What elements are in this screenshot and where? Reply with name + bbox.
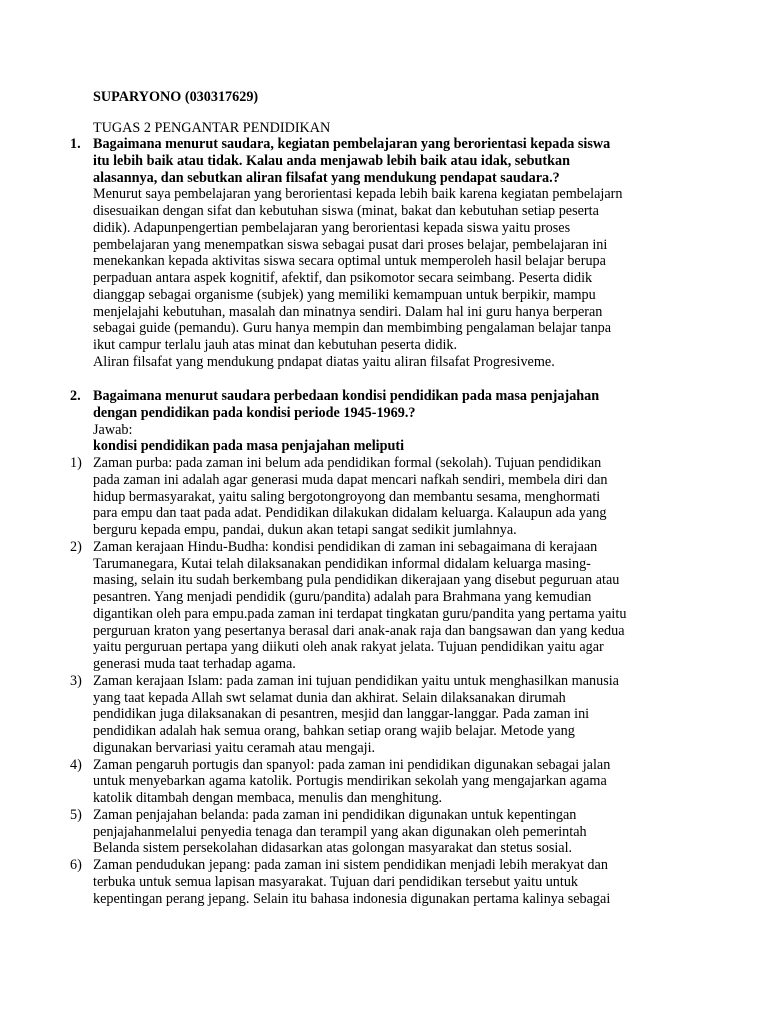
question-1-text — [93, 136, 713, 186]
list-line: kepentingan perang jepang. Selain itu bahasa indonesia digunakan pertama kalinya sebagai — [93, 890, 611, 907]
list-line: Zaman pendudukan jepang: pada zaman ini sistem pendidikan menjadi lebih merakyat dan — [93, 857, 608, 873]
list-line: pendidikan juga dilaksanakan di pesantren, mesjid dan langgar-langgar. Pada zaman ini — [93, 706, 590, 723]
list-line: penjajahanmelalui penyedia tenaga dan terampil yang akan digunakan oleh pemerintah — [93, 823, 587, 840]
question-line: Bagaimana menurut saudara perbedaan kondisi pendidikan pada masa penjajahan — [93, 388, 600, 404]
list-item — [70, 455, 713, 539]
question-line: Bagaimana menurut saudara, kegiatan pembelajaran yang berorientasi kepada siswa — [93, 136, 611, 152]
list-line: untuk menyebarkan agama katolik. Portugis mendirikan sekolah yang mengajarkan agama — [93, 773, 607, 790]
question-line: alasannya, dan sebutkan aliran filsafat yang mendukung pendapat saudara.? — [93, 169, 560, 186]
answer-line: didik). Adapunpengertian pembelajaran yang berorientasi kepada siswa yaitu proses — [93, 219, 571, 236]
list-line: terbuka untuk semua lapisan masyarakat. Tujuan dari pendidikan tersebut yaitu untuk — [93, 873, 579, 890]
list-line: Zaman purba: pada zaman ini belum ada pendidikan formal (sekolah). Tujuan pendidikan — [93, 455, 602, 471]
jawab-label: Jawab: — [93, 421, 133, 438]
list-line: digantikan oleh para empu.pada zaman ini terdapat tingkatan guru/pandita yang pertama yaitu — [93, 605, 627, 622]
list-item-number: 6) — [70, 857, 82, 873]
answer-line: Menurut saya pembelajaran yang berorientasi kepada lebih baik karena kegiatan pembelajarn — [93, 186, 623, 203]
list-line: Belanda sistem persekolahan didasarkan atas golongan masyarakat dan stetus sosial. — [93, 840, 573, 857]
answer-line: pembelajaran yang menempatkan siswa sebagai pusat dari proses belajar, pembelajaran ini — [93, 236, 608, 253]
answer-line: Aliran filsafat yang mendukung pndapat diatas yaitu aliran filsafat Progresiveme. — [93, 353, 555, 370]
answer-line: ikut campur terlalu jauh atas minat dan kebutuhan peserta didik. — [93, 337, 458, 353]
list-line: perguruan kraton yang pesertanya berasal dari anak-anak raja dan bangsawan dan yang kedua — [93, 622, 625, 639]
list-line: katolik ditambah dengan membaca, menulis dan menghitung. — [93, 790, 443, 806]
list-line: Zaman pengaruh portugis dan spanyol: pada zaman ini pendidikan digunakan sebagai jalan — [93, 756, 611, 773]
list-line: hidup bermasyarakat, yaitu saling bergotongroyong dan membantu sesama, menghormati — [93, 488, 601, 505]
answer-line: dianggap sebagai organisme (subjek) yang memiliki kemampuan untuk berpikir, mampu — [93, 286, 596, 303]
list-line: masing, selain itu sudah berkembang pula pendidikan dikerajaan yang disebut peguruan atau — [93, 572, 620, 589]
list-line: yang taat kepada Allah swt selamat dunia dan akhirat. Selain dilaksanakan dirumah — [93, 689, 566, 706]
answer-line: perpaduan antara aspek kognitif, afektif, dan psikomotor secara seimbang. Peserta didik — [93, 270, 593, 286]
list-line: Zaman penjajahan belanda: pada zaman ini pendidikan digunakan untuk kepentingan — [93, 806, 577, 823]
list-line: digunakan bervariasi yaitu ceramah atau mengaji. — [93, 739, 376, 756]
list-item-number: 2) — [70, 538, 82, 555]
list-line: Tarumanegara, Kutai telah dilaksanakan pendidikan informal didalam keluarga masing- — [93, 555, 591, 572]
list-item — [70, 672, 713, 757]
subheading: kondisi pendidikan pada masa penjajahan meliputi — [93, 438, 405, 455]
answer-line: sebagai guide (pemandu). Guru hanya mempin dan membimbing pengalaman belajar tanpa — [93, 320, 612, 337]
question-1-number: 1. — [70, 136, 81, 152]
answer-line: disesuaikan dengan sifat dan kebutuhan siswa (minat, bakat dan kebutuhan setiap peserta — [93, 203, 599, 219]
question-line: dengan pendidikan pada kondisi periode 1945-1969.? — [93, 404, 416, 421]
list-item — [70, 756, 713, 807]
list-item — [70, 857, 713, 907]
list-item-number: 3) — [70, 672, 82, 689]
list-line: yaitu perguruan pertapa yang diikuti oleh anak rakyat jelata. Tujuan pendidikan yaitu agar — [93, 639, 604, 656]
list-line: para empu dan taat pada adat. Pendidikan dilakukan didalam keluarga. Kalaupun ada yang — [93, 505, 607, 522]
list-line: pada zaman ini adalah agar generasi muda dapat mencari nafkah sendiri, membela diri dan — [93, 471, 608, 488]
list-item-number: 1) — [70, 455, 82, 471]
question-line: itu lebih baik atau tidak. Kalau anda menjawab lebih baik atau idak, sebutkan — [93, 152, 571, 169]
list-line: berguru kepada empu, pandai, dukun akan tetapi sangat sedikit jumlahnya. — [93, 522, 517, 538]
list-item-number: 5) — [70, 806, 82, 823]
assignment-title: TUGAS 2 PENGANTAR PENDIDIKAN — [93, 120, 331, 136]
list-item-number: 4) — [70, 756, 82, 773]
question-1 — [70, 136, 713, 371]
list-line: generasi muda taat terhadap agama. — [93, 656, 296, 672]
answer-1 — [93, 186, 713, 370]
list-item — [70, 806, 713, 857]
question-2 — [70, 388, 713, 455]
answer-line: menjelajahi kebutuhan, masalah dan minatnya sendiri. Dalam hal ini guru hanya berperan — [93, 303, 603, 320]
list-line: Zaman kerajaan Islam: pada zaman ini tujuan pendidikan yaitu untuk menghasilkan manusia — [93, 672, 619, 689]
question-2-number: 2. — [70, 388, 81, 404]
list-item — [70, 538, 713, 673]
question-2-text — [93, 388, 713, 422]
author-name: SUPARYONO (030317629) — [93, 89, 259, 105]
list-line: pendidikan adalah hak semua orang, bahkan setiap orang wajib belajar. Metode yang — [93, 723, 575, 739]
answer-line: menekankan kepada aktivitas siswa secara optimal untuk memperoleh hasil belajar berupa — [93, 253, 606, 270]
list-line: pesantren. Yang menjadi pendidik (guru/pandita) adalah para Brahmana yang kemudian — [93, 589, 592, 605]
list-line: Zaman kerajaan Hindu-Budha: kondisi pendidikan di zaman ini sebagaimana di kerajaan — [93, 538, 598, 555]
era-list — [70, 455, 713, 907]
